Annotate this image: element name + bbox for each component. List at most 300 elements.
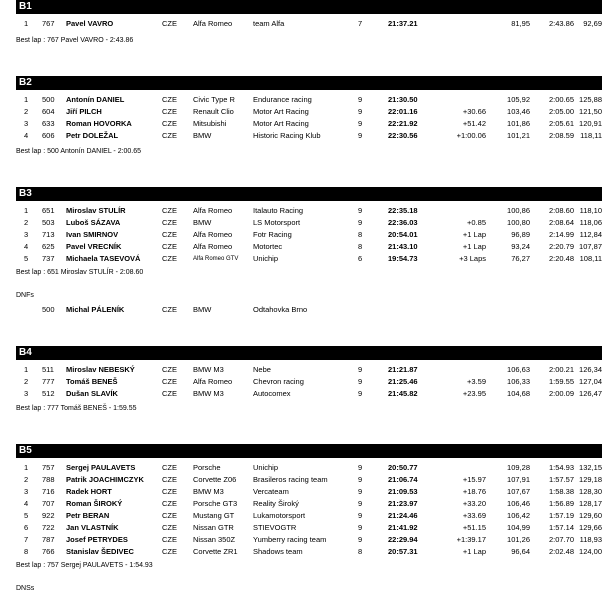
nationality-cell: CZE — [162, 95, 177, 104]
laps-cell: 9 — [358, 523, 363, 532]
start-number-cell: 512 — [42, 389, 55, 398]
table-row — [16, 474, 602, 486]
start-number-cell: 777 — [42, 377, 55, 386]
driver-name-cell: Miroslav NEBESKÝ — [66, 365, 135, 374]
gap-cell: +30.66 — [462, 107, 486, 116]
best-lap-time-cell: 1:56.89 — [548, 499, 574, 508]
average-speed-cell: 105,92 — [507, 95, 530, 104]
table-row — [16, 205, 602, 217]
total-time-cell: 22:36.03 — [388, 218, 418, 227]
team-cell: Endurance racing — [253, 95, 312, 104]
laps-cell: 9 — [358, 365, 363, 374]
best-lap-speed-cell: 128,30 — [579, 487, 602, 496]
position-cell: 1 — [24, 95, 29, 104]
section-b2 — [16, 76, 602, 142]
position-cell: 5 — [24, 511, 29, 520]
nationality-cell: CZE — [162, 242, 177, 251]
position-cell: 4 — [24, 499, 29, 508]
position-cell: 1 — [24, 365, 29, 374]
start-number-cell: 787 — [42, 535, 55, 544]
best-lap-speed-cell: 107,87 — [579, 242, 602, 251]
nationality-cell: CZE — [162, 377, 177, 386]
position-cell: 1 — [24, 463, 29, 472]
nationality-cell: CZE — [162, 475, 177, 484]
driver-name-cell: Ivan SMIRNOV — [66, 230, 119, 239]
best-lap-time-cell: 1:57.19 — [548, 511, 574, 520]
best-lap-time-cell: 2:43.86 — [548, 19, 574, 28]
average-speed-cell: 100,86 — [507, 206, 530, 215]
average-speed-cell: 104,99 — [507, 523, 530, 532]
team-cell: Historic Racing Klub — [253, 131, 321, 140]
nationality-cell: CZE — [162, 218, 177, 227]
total-time-cell: 20:54.01 — [388, 230, 418, 239]
average-speed-cell: 101,86 — [507, 119, 530, 128]
best-lap-speed-cell: 129,18 — [579, 475, 602, 484]
total-time-cell: 22:01.16 — [388, 107, 418, 116]
table-row — [16, 18, 602, 30]
position-cell: 1 — [24, 206, 29, 215]
average-speed-cell: 106,33 — [507, 377, 530, 386]
best-lap-time-cell: 2:00.65 — [548, 95, 574, 104]
total-time-cell: 20:50.77 — [388, 463, 418, 472]
driver-name-cell: Michaela TASEVOVÁ — [66, 254, 141, 263]
nationality-cell: CZE — [162, 547, 177, 556]
team-cell: LS Motorsport — [253, 218, 301, 227]
laps-cell: 9 — [358, 535, 363, 544]
driver-name-cell: Pavel VAVRO — [66, 19, 114, 28]
table-row — [16, 486, 602, 498]
team-cell: Yumberry racing team — [253, 535, 327, 544]
laps-cell: 9 — [358, 487, 363, 496]
car-cell: Alfa Romeo — [193, 206, 233, 215]
position-cell: 3 — [24, 230, 29, 239]
section-label: B5 — [19, 445, 32, 456]
car-cell: BMW — [193, 305, 212, 314]
best-lap-speed-cell: 126,34 — [579, 365, 602, 374]
best-lap-speed-cell: 121,50 — [579, 107, 602, 116]
best-lap-time-cell: 2:07.70 — [548, 535, 574, 544]
start-number-cell: 767 — [42, 19, 55, 28]
car-cell: Porsche GT3 — [193, 499, 238, 508]
best-lap-time-cell: 2:08.64 — [548, 218, 574, 227]
average-speed-cell: 106,46 — [507, 499, 530, 508]
start-number-cell: 922 — [42, 511, 55, 520]
position-cell: 2 — [24, 218, 29, 227]
best-lap-speed-cell: 118,11 — [580, 131, 602, 140]
table-row — [16, 510, 602, 522]
total-time-cell: 22:29.94 — [388, 535, 418, 544]
nationality-cell: CZE — [162, 230, 177, 239]
start-number-cell: 511 — [42, 365, 54, 374]
section-header — [16, 76, 602, 90]
nationality-cell: CZE — [162, 254, 177, 263]
table-row — [16, 462, 602, 474]
dns-label: DNSs — [16, 585, 35, 592]
position-cell: 8 — [24, 547, 29, 556]
start-number-cell: 500 — [42, 95, 55, 104]
car-cell: Alfa Romeo GTV — [193, 256, 239, 262]
total-time-cell: 21:06.74 — [388, 475, 418, 484]
position-cell: 7 — [24, 535, 29, 544]
team-cell: STIEVOGTR — [253, 523, 297, 532]
best-lap-speed-cell: 129,66 — [579, 523, 602, 532]
table-row — [16, 94, 602, 106]
driver-name-cell: Stanislav ŠEDIVEC — [66, 547, 134, 556]
table-row — [16, 241, 602, 253]
total-time-cell: 21:21.87 — [388, 365, 418, 374]
car-cell: Porsche — [193, 463, 221, 472]
gap-cell: +1:00.06 — [456, 131, 486, 140]
best-lap-speed-cell: 120,91 — [579, 119, 602, 128]
best-lap-time-cell: 2:08.60 — [548, 206, 574, 215]
best-lap-speed-cell: 124,00 — [579, 547, 602, 556]
position-cell: 3 — [24, 119, 29, 128]
best-lap-time-cell: 2:00.21 — [548, 365, 574, 374]
position-cell: 3 — [24, 389, 29, 398]
car-cell: Nissan 350Z — [193, 535, 236, 544]
position-cell: 2 — [24, 377, 29, 386]
nationality-cell: CZE — [162, 119, 177, 128]
position-cell: 4 — [24, 242, 29, 251]
best-lap-line: Best lap : 757 Sergej PAULAVETS - 1:54.93 — [16, 562, 153, 569]
position-cell: 2 — [24, 107, 29, 116]
table-row — [16, 546, 602, 558]
section-label: B4 — [19, 347, 32, 358]
start-number-cell: 707 — [42, 499, 55, 508]
driver-name-cell: Tomáš BENEŠ — [66, 377, 118, 386]
best-lap-time-cell: 2:14.99 — [548, 230, 574, 239]
team-cell: Italauto Racing — [253, 206, 304, 215]
start-number-cell: 625 — [42, 242, 55, 251]
team-cell: Vercateam — [253, 487, 289, 496]
section-label: B2 — [19, 77, 32, 88]
best-lap-time-cell: 1:57.14 — [548, 523, 574, 532]
car-cell: Alfa Romeo — [193, 377, 233, 386]
position-cell: 2 — [24, 475, 29, 484]
nationality-cell: CZE — [162, 19, 177, 28]
laps-cell: 9 — [358, 511, 363, 520]
gap-cell: +1 Lap — [462, 547, 486, 556]
average-speed-cell: 101,26 — [507, 535, 530, 544]
position-cell: 6 — [24, 523, 29, 532]
start-number-cell: 503 — [42, 218, 55, 227]
team-cell: Motor Art Racing — [253, 119, 309, 128]
average-speed-cell: 96,64 — [511, 547, 530, 556]
team-cell: Motortec — [253, 242, 283, 251]
average-speed-cell: 106,63 — [507, 365, 530, 374]
laps-cell: 9 — [358, 206, 363, 215]
total-time-cell: 21:09.53 — [388, 487, 418, 496]
nationality-cell: CZE — [162, 487, 177, 496]
car-cell: BMW — [193, 131, 212, 140]
table-row — [16, 253, 602, 265]
team-cell: Shadows team — [253, 547, 303, 556]
car-cell: Corvette ZR1 — [193, 547, 238, 556]
laps-cell: 9 — [358, 131, 363, 140]
team-cell: Odtahovka Brno — [253, 305, 308, 314]
best-lap-time-cell: 2:05.61 — [548, 119, 574, 128]
dnf-table — [16, 304, 602, 316]
gap-cell: +23.95 — [462, 389, 486, 398]
car-cell: Alfa Romeo — [193, 242, 233, 251]
total-time-cell: 21:23.97 — [388, 499, 418, 508]
nationality-cell: CZE — [162, 107, 177, 116]
driver-name-cell: Michal PÁLENÍK — [66, 305, 125, 314]
car-cell: BMW M3 — [193, 389, 224, 398]
best-lap-time-cell: 2:20.48 — [548, 254, 574, 263]
section-label: B3 — [19, 188, 32, 199]
average-speed-cell: 103,46 — [507, 107, 530, 116]
team-cell: team Alfa — [253, 19, 285, 28]
driver-name-cell: Radek HORT — [66, 487, 112, 496]
average-speed-cell: 101,21 — [507, 131, 530, 140]
start-number-cell: 651 — [42, 206, 55, 215]
average-speed-cell: 106,42 — [507, 511, 530, 520]
laps-cell: 9 — [358, 475, 363, 484]
car-cell: Mitsubishi — [193, 119, 227, 128]
total-time-cell: 22:30.56 — [388, 131, 418, 140]
team-cell: Brasileros racing team — [253, 475, 328, 484]
best-lap-time-cell: 2:20.79 — [548, 242, 574, 251]
average-speed-cell: 81,95 — [511, 19, 530, 28]
team-cell: Lukamotorsport — [253, 511, 306, 520]
start-number-cell: 500 — [42, 305, 55, 314]
driver-name-cell: Roman ŠIROKÝ — [66, 499, 123, 508]
best-lap-time-cell: 2:05.00 — [548, 107, 574, 116]
driver-name-cell: Miroslav STULÍR — [66, 206, 126, 215]
dnf-label: DNFs — [16, 292, 34, 299]
best-lap-speed-cell: 132,15 — [579, 463, 602, 472]
best-lap-line: Best lap : 777 Tomáš BENEŠ - 1:59.55 — [16, 405, 137, 412]
car-cell: BMW — [193, 218, 212, 227]
car-cell: BMW M3 — [193, 365, 224, 374]
gap-cell: +3 Laps — [459, 254, 486, 263]
results-table — [16, 18, 602, 30]
team-cell: Unichip — [253, 463, 279, 472]
start-number-cell: 716 — [42, 487, 55, 496]
position-cell: 3 — [24, 487, 29, 496]
total-time-cell: 22:21.92 — [388, 119, 418, 128]
best-lap-time-cell: 1:59.55 — [548, 377, 574, 386]
team-cell: Motor Art Racing — [253, 107, 309, 116]
results-table — [16, 304, 602, 316]
driver-name-cell: Antonín DANIEL — [66, 95, 125, 104]
laps-cell: 8 — [358, 547, 363, 556]
section-header — [16, 346, 602, 360]
driver-name-cell: Roman HOVORKA — [66, 119, 132, 128]
nationality-cell: CZE — [162, 305, 177, 314]
table-row — [16, 304, 602, 316]
nationality-cell: CZE — [162, 365, 177, 374]
total-time-cell: 21:25.46 — [388, 377, 418, 386]
laps-cell: 9 — [358, 377, 363, 386]
laps-cell: 9 — [358, 499, 363, 508]
average-speed-cell: 109,28 — [507, 463, 530, 472]
car-cell: Corvette Z06 — [193, 475, 237, 484]
best-lap-line: Best lap : 651 Miroslav STULÍR - 2:08.60 — [16, 269, 144, 276]
best-lap-time-cell: 2:08.59 — [548, 131, 574, 140]
team-cell: Chevron racing — [253, 377, 304, 386]
table-row — [16, 364, 602, 376]
start-number-cell: 788 — [42, 475, 55, 484]
best-lap-speed-cell: 108,11 — [579, 254, 602, 263]
gap-cell: +33.69 — [462, 511, 486, 520]
start-number-cell: 737 — [42, 254, 55, 263]
car-cell: Alfa Romeo — [193, 19, 233, 28]
total-time-cell: 22:35.18 — [388, 206, 418, 215]
average-speed-cell: 107,91 — [507, 475, 530, 484]
best-lap-speed-cell: 126,47 — [579, 389, 602, 398]
section-header — [16, 187, 602, 201]
table-row — [16, 217, 602, 229]
laps-cell: 9 — [358, 463, 363, 472]
laps-cell: 8 — [358, 230, 363, 239]
table-row — [16, 534, 602, 546]
section-header — [16, 444, 602, 458]
best-lap-speed-cell: 125,88 — [579, 95, 602, 104]
nationality-cell: CZE — [162, 535, 177, 544]
table-row — [16, 498, 602, 510]
car-cell: Mustang GT — [193, 511, 235, 520]
gap-cell: +3.59 — [467, 377, 486, 386]
section-label: B1 — [19, 1, 32, 12]
team-cell: Autocomex — [253, 389, 291, 398]
position-cell: 4 — [24, 131, 29, 140]
results-table — [16, 462, 602, 558]
table-row — [16, 522, 602, 534]
total-time-cell: 21:41.92 — [388, 523, 418, 532]
start-number-cell: 766 — [42, 547, 55, 556]
driver-name-cell: Josef PETRYDES — [66, 535, 128, 544]
average-speed-cell: 93,24 — [511, 242, 530, 251]
start-number-cell: 633 — [42, 119, 55, 128]
nationality-cell: CZE — [162, 499, 177, 508]
best-lap-speed-cell: 118,93 — [579, 535, 602, 544]
average-speed-cell: 76,27 — [511, 254, 530, 263]
nationality-cell: CZE — [162, 131, 177, 140]
laps-cell: 7 — [358, 19, 363, 28]
start-number-cell: 713 — [42, 230, 55, 239]
nationality-cell: CZE — [162, 511, 177, 520]
gap-cell: +18.76 — [462, 487, 486, 496]
average-speed-cell: 104,68 — [507, 389, 530, 398]
table-row — [16, 376, 602, 388]
nationality-cell: CZE — [162, 389, 177, 398]
team-cell: Nebe — [253, 365, 271, 374]
table-row — [16, 388, 602, 400]
table-row — [16, 130, 602, 142]
best-lap-time-cell: 2:02.48 — [548, 547, 574, 556]
laps-cell: 9 — [358, 95, 363, 104]
driver-name-cell: Dušan SLAVÍK — [66, 389, 118, 398]
driver-name-cell: Petr DOLEŽAL — [66, 131, 119, 140]
start-number-cell: 757 — [42, 463, 55, 472]
best-lap-speed-cell: 129,60 — [579, 511, 602, 520]
nationality-cell: CZE — [162, 523, 177, 532]
car-cell: BMW M3 — [193, 487, 224, 496]
best-lap-speed-cell: 112,84 — [579, 230, 602, 239]
best-lap-time-cell: 1:54.93 — [548, 463, 574, 472]
driver-name-cell: Luboš SÁZAVA — [66, 218, 121, 227]
laps-cell: 8 — [358, 242, 363, 251]
gap-cell: +1 Lap — [462, 230, 486, 239]
best-lap-speed-cell: 118,06 — [579, 218, 602, 227]
nationality-cell: CZE — [162, 206, 177, 215]
best-lap-speed-cell: 118,10 — [579, 206, 602, 215]
results-table — [16, 364, 602, 400]
section-b3 — [16, 187, 602, 265]
best-lap-time-cell: 1:57.57 — [548, 475, 574, 484]
total-time-cell: 21:45.82 — [388, 389, 418, 398]
total-time-cell: 21:24.46 — [388, 511, 418, 520]
driver-name-cell: Patrik JOACHIMCZYK — [66, 475, 144, 484]
total-time-cell: 19:54.73 — [388, 254, 418, 263]
start-number-cell: 606 — [42, 131, 55, 140]
best-lap-time-cell: 2:00.09 — [548, 389, 574, 398]
team-cell: Fotr Racing — [253, 230, 292, 239]
results-table — [16, 205, 602, 265]
total-time-cell: 20:57.31 — [388, 547, 418, 556]
section-b1 — [16, 0, 602, 30]
best-lap-speed-cell: 127,04 — [579, 377, 602, 386]
position-cell: 5 — [24, 254, 29, 263]
laps-cell: 6 — [358, 254, 363, 263]
driver-name-cell: Jiří PILCH — [66, 107, 102, 116]
section-b4 — [16, 346, 602, 400]
laps-cell: 9 — [358, 119, 363, 128]
driver-name-cell: Jan VLASTNÍK — [66, 523, 119, 532]
table-row — [16, 106, 602, 118]
section-b5 — [16, 444, 602, 558]
best-lap-speed-cell: 128,17 — [579, 499, 602, 508]
laps-cell: 9 — [358, 107, 363, 116]
car-cell: Civic Type R — [193, 95, 235, 104]
car-cell: Renault Clio — [193, 107, 234, 116]
laps-cell: 9 — [358, 389, 363, 398]
average-speed-cell: 100,80 — [507, 218, 530, 227]
driver-name-cell: Petr BERAN — [66, 511, 110, 520]
start-number-cell: 604 — [42, 107, 55, 116]
gap-cell: +1 Lap — [462, 242, 486, 251]
results-table — [16, 94, 602, 142]
total-time-cell: 21:37.21 — [388, 19, 418, 28]
car-cell: Alfa Romeo — [193, 230, 233, 239]
nationality-cell: CZE — [162, 463, 177, 472]
gap-cell: +1:39.17 — [456, 535, 486, 544]
best-lap-line: Best lap : 500 Antonín DANIEL - 2:00.65 — [16, 148, 142, 155]
total-time-cell: 21:43.10 — [388, 242, 418, 251]
total-time-cell: 21:30.50 — [388, 95, 418, 104]
team-cell: Unichip — [253, 254, 279, 263]
section-header — [16, 0, 602, 14]
average-speed-cell: 96,89 — [511, 230, 530, 239]
car-cell: Nissan GTR — [193, 523, 234, 532]
team-cell: Reality Široký — [253, 499, 299, 508]
gap-cell: +0.85 — [467, 218, 486, 227]
table-row — [16, 118, 602, 130]
position-cell: 1 — [24, 19, 29, 28]
gap-cell: +51.15 — [462, 523, 486, 532]
gap-cell: +51.42 — [462, 119, 486, 128]
average-speed-cell: 107,67 — [507, 487, 530, 496]
laps-cell: 9 — [358, 218, 363, 227]
driver-name-cell: Pavel VRECNÍK — [66, 242, 122, 251]
best-lap-line: Best lap : 767 Pavel VAVRO - 2:43.86 — [16, 37, 134, 44]
best-lap-time-cell: 1:58.38 — [548, 487, 574, 496]
best-lap-speed-cell: 92,69 — [583, 19, 602, 28]
start-number-cell: 722 — [42, 523, 55, 532]
gap-cell: +33.20 — [462, 499, 486, 508]
